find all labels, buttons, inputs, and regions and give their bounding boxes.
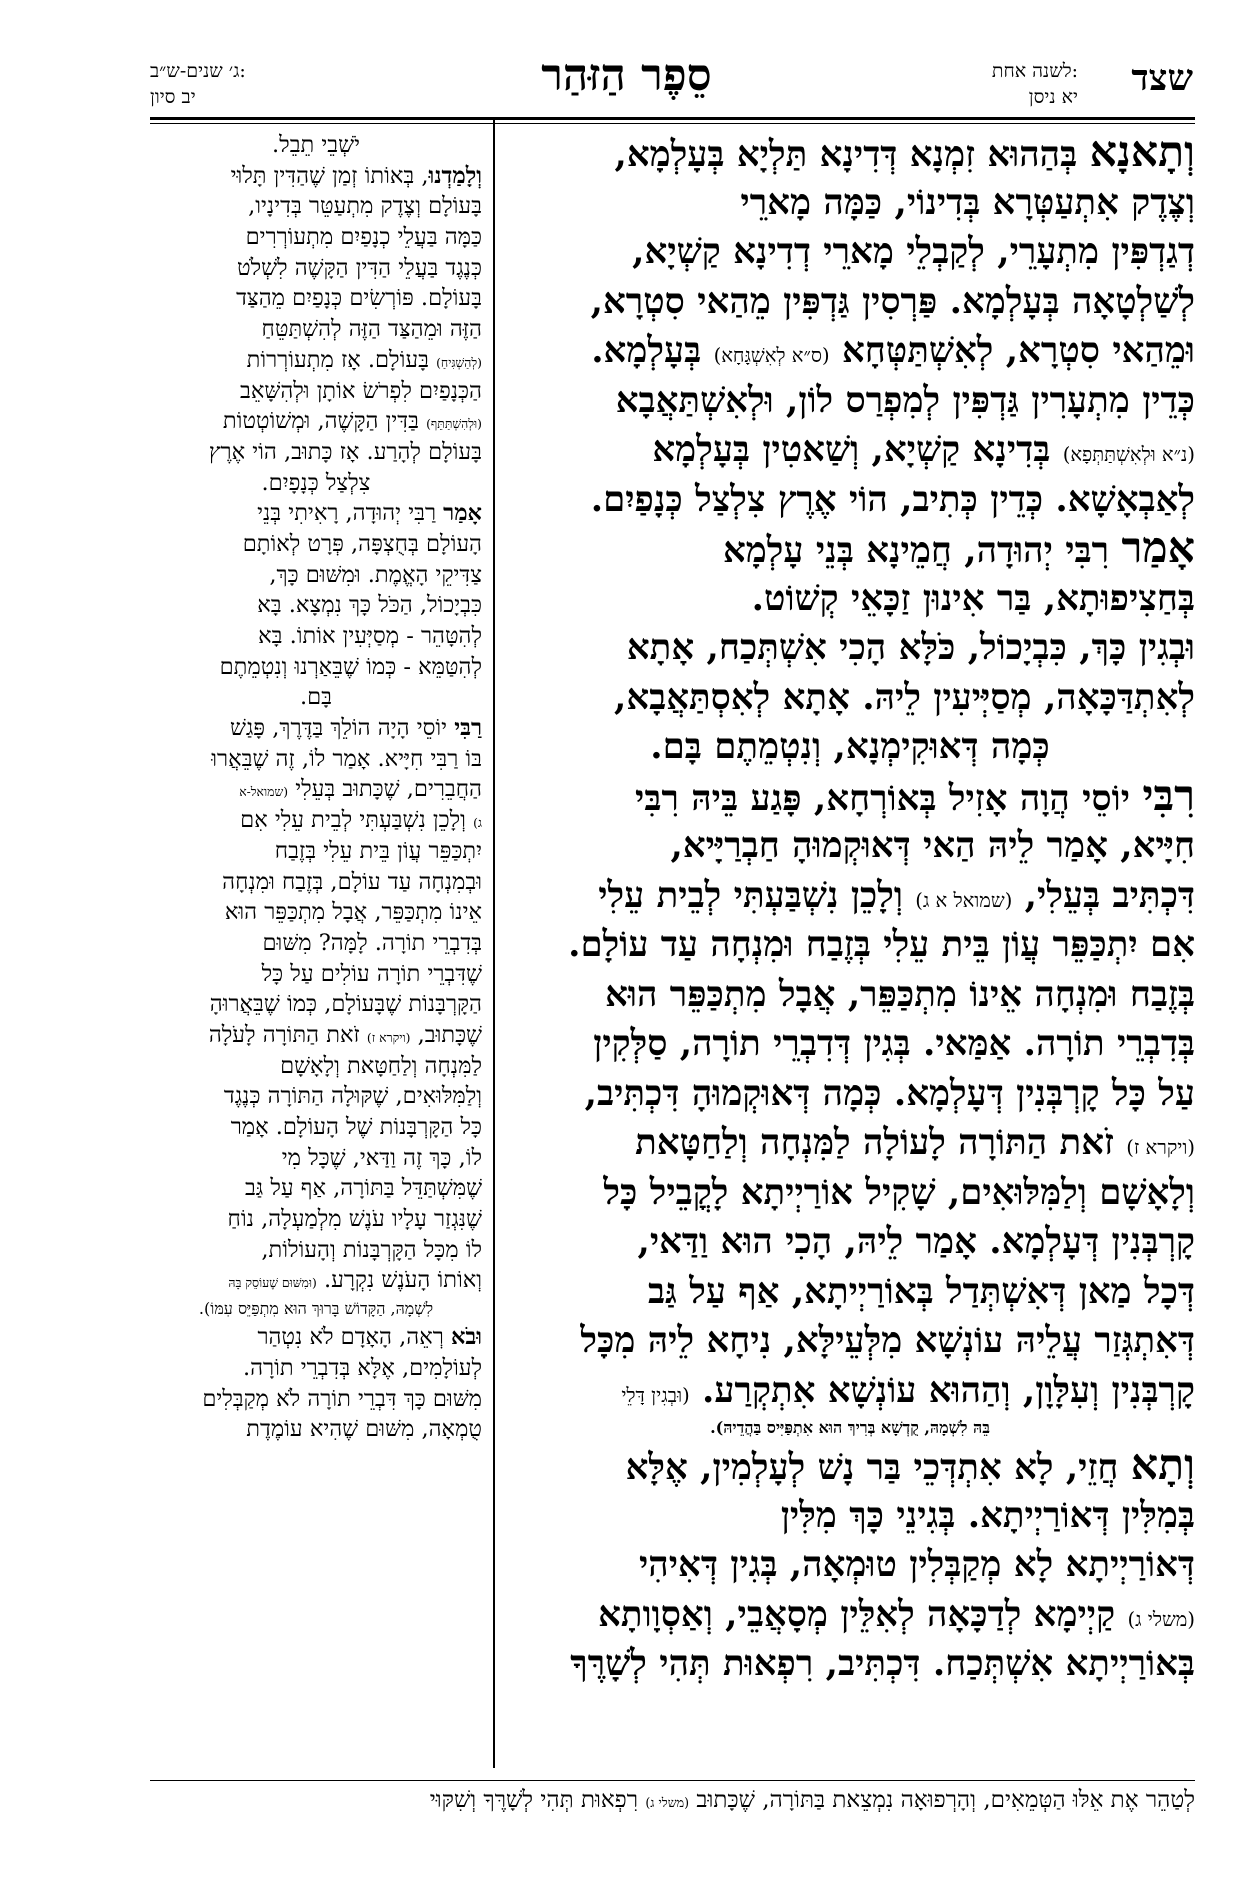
side-line-25: וּבְמִנְחָה עַד עוֹלָם, בְּזֶבַח וּמִנְחָה	[222, 868, 482, 895]
main-line-9: אָמַר רִבִּי יְהוּדָה, חֲמֵינָא בְּנֵי עָלְמָא	[722, 524, 1195, 573]
footer-continuation-line: לְטַהֵר אֶת אֵלּוּ הַטְּמֵאִים, וְהָרְפוּאָה נִמְצֵאת בַּתּוֹרָה, שֶׁכָּתוּב (משלי ג) רִפְאוּת תְּהִי לְשָׁרֶּךָ וְשִׁקּוּי	[150, 1780, 1195, 1818]
side-line-8: (לְהַשְׁגִּיחַ) בָּעוֹלָם. אָז מִתְעוֹרְרוֹת	[246, 346, 482, 373]
side-line-20: רַבִּי יוֹסֵי הָיָה הוֹלֵךְ בַּדֶּרֶךְ, פָּגַשׁ	[229, 715, 482, 742]
side-line-6: בָּעוֹלָם. פּוֹרְשִׂים כְּנָפַיִם מֵהַצַּד	[236, 285, 482, 312]
side-line-30: שֶׁכָּתוּב, (ויקרא ז) זֹאת הַתּוֹרָה לָעֹלָה	[208, 1021, 482, 1048]
side-line-14: הָעוֹלָם בְּחֻצְפָּה, פְּרָט לְאוֹתָם	[242, 530, 482, 557]
side-line-9: הַכְּנָפַיִם לִפְרֹשׂ אוֹתָן וּלְהִשָּׁאֵב	[240, 377, 482, 404]
side-line-35: שֶׁמִּשְׁתַּדֵּל בַּתּוֹרָה, אַף עַל גַּב	[244, 1175, 482, 1202]
header-left-line1: ג׳ שנים-ש״ב:	[150, 60, 246, 82]
side-line-10: (וּלְהִשְׁתַּתֵּף) בַּדִּין הַקָּשֶׁה, וּמְשׁוֹטְטוֹת	[222, 408, 482, 435]
side-line-17: לְהִטָּהֵר - מְסַיְּעִין אוֹתוֹ. בָּא	[258, 623, 482, 649]
side-line-36: שֶׁנִּגְזַר עָלָיו עֹנֶשׁ מִלְמַעְלָה, נוֹחַ	[227, 1206, 482, 1233]
column-divider	[493, 118, 495, 1768]
main-line-29: בְּמִלִּין דְּאוֹרַיְיתָא. בְּגִינֵי כָּךְ מִלִּין	[780, 1494, 1195, 1536]
side-line-26: אֵינוֹ מִתְכַּפֵּר, אֲבָל מִתְכַּפֵּר הוּא	[224, 899, 482, 926]
header-right-line2: יא ניסן	[1028, 86, 1078, 108]
main-line-26: קָרְבְּנִין וְעִלָּוָן, וְהַהוּא עוֹנְשָׁא אִתְקְרַע. (וּבְגִין דָּלֵי	[621, 1369, 1195, 1411]
main-line-28: וְתָא חֲזֵי, לָא אִתְדְּכֵי בַּר נָשׁ לְעָלְמִין, אֶלָּא	[625, 1441, 1195, 1490]
side-line-40: וּבֹא רְאֵה, הָאָדָם לֹא נִטְהַר	[257, 1324, 482, 1351]
main-line-17: אִם יִתְכַּפֵּר עֲוֹן בֵּית עֵלִי בְּזֶבַח וּמִנְחָה עַד עוֹלָם.	[568, 924, 1195, 965]
side-line-31: לַמִּנְחָה וְלַחַטָּאת וְלָאָשָׁם	[280, 1052, 482, 1079]
side-line-21: בּוֹ רַבִּי חִיָּיא. אָמַר לוֹ, זֶה שֶׁבֵּאֲרוּ	[211, 745, 482, 772]
side-line-13: אָמַר רַבִּי יְהוּדָה, רָאִיתִי בְּנֵי	[257, 500, 482, 527]
main-line-7: (נ״א וּלְאִשְׁתַּתְּפָא) בְּדִינָא קַשְׁיָא, וְשַׁאטִין בְּעָלְמָא	[652, 429, 1195, 470]
main-line-19: בְּדִבְרֵי תוֹרָה. אַמַּאי. בְּגִין דְּדִבְרֵי תוֹרָה, סַלְּקִין	[593, 1023, 1195, 1064]
side-line-7: הַזֶּה וּמֵהַצַּד הַזֶּה לְהִשְׁתַּטֵּחַ	[261, 316, 482, 343]
side-line-4: כַּמָּה בַּעֲלֵי כְנָפַיִם מִתְעוֹרְרִים	[245, 224, 482, 251]
main-line-14: רִבִּי יוֹסֵי הֲוָה אָזִיל בְּאוֹרְחָא, פָּגַע בֵּיהּ רִבִּי	[635, 771, 1195, 821]
main-line-27: בֵּהּ לִשְׁמָהּ, קֻדְשָׁא בְּרִיךְ הוּא אִתְפַּיִּיס בַּהֲדֵיהּ).	[710, 1418, 990, 1437]
header-rule	[150, 117, 1195, 120]
book-title: סֵפֶר הַזּהַר	[541, 50, 712, 101]
side-line-41: לְעוֹלָמִים, אֶלָּא בְּדִבְרֵי תוֹרָה.	[242, 1354, 482, 1381]
main-line-32: בְּאוֹרַיְיתָא אִשְׁתְּכַח. דִּכְתִּיב, רִפְאוּת תְּהִי לְשָׁרֶּךָ	[570, 1643, 1195, 1684]
side-line-1: יֹשְׁבֵי תֵבֵל.	[272, 132, 360, 158]
side-line-28: שֶׁדִּבְרֵי תוֹרָה עוֹלִים עַל כָּל	[261, 960, 482, 987]
main-line-11: וּבְגִין כָּךְ, כִּבְיָכוֹל, כֹּלָּא הָכִי אִשְׁתְּכַח, אָתָא	[626, 627, 1195, 668]
header-rule-thin	[150, 123, 1195, 124]
main-line-25: דְּאִתְגְּזַר עֲלֵיהּ עוֹנְשָׁא מִלְּעֵילָּא, נִיחָא לֵיהּ מִכָּל	[580, 1320, 1195, 1361]
side-line-33: כָּל הַקָּרְבָּנוֹת שֶׁל הָעוֹלָם. אָמַר	[230, 1114, 482, 1140]
main-line-3: דְגַדְפִּין מִתְעָרֵי, לְקַבְלֵי מָארֵי דְדִינָא קַשְׁיָא,	[632, 231, 1195, 272]
side-line-39: לִשְׁמָהּ, הַקָּדוֹשׁ בָּרוּךְ הוּא מִתְפַּיֵּס עִמּוֹ).	[198, 1299, 434, 1319]
hebrew-translation-column	[150, 130, 482, 1445]
side-line-3: בָּעוֹלָם וְצֶדֶק מִתְעַטֵּר בְּדִינָיו,	[248, 193, 482, 220]
side-line-11: בָּעוֹלָם לְהָרַע. אָז כָּתוּב, הוֹי אֶרֶץ	[208, 438, 482, 465]
main-line-8: לְאַבְאָשָׁא. כְּדֵין כְּתִיב, הוֹי אֶרֶץ צִלְצַל כְּנָפַיִם.	[590, 478, 1195, 520]
aramaic-main-column	[505, 128, 1195, 1689]
main-line-30: דְּאוֹרַיְיתָא לָא מְקַבְּלִין טוּמְאָה, בְּגִין דְּאִיהִי	[639, 1544, 1195, 1585]
main-line-24: דְּכָל מַאן דְּאִשְׁתְּדַל בְּאוֹרַיְיתָא, אַף עַל גַּב	[648, 1270, 1195, 1312]
main-line-12: לְאִתְדַּכָּאָה, מְסַיְּיעִין לֵיהּ. אָתָא לְאִסְתַּאֲבָא,	[613, 676, 1195, 718]
side-line-43: טֻמְאָה, מִשּׁוּם שֶׁהִיא עוֹמֶדֶת	[246, 1416, 482, 1443]
page-number: שצד	[1131, 57, 1193, 99]
side-line-42: מִשּׁוּם כָּךְ דִּבְרֵי תוֹרָה לֹא מְקַבְּלִים	[202, 1385, 482, 1412]
side-line-2: וְלָמַדְנוּ, בְּאוֹתוֹ זְמַן שֶׁהַדִּין תָּלוּי	[230, 162, 482, 189]
header-left-line2: יב סיון	[150, 86, 196, 108]
side-line-5: כְּנֶגֶד בַּעֲלֵי הַדִּין הַקָּשֶׁה לִשְׁלֹט	[237, 254, 482, 281]
main-line-2: וְצֶדֶק אִתְעַטְּרָא בְּדִינוֹי, כַּמָּה מָארֵי	[740, 181, 1195, 223]
side-line-37: לוֹ מִכָּל הַקָּרְבָּנוֹת וְהָעוֹלוֹת,	[261, 1236, 482, 1263]
side-line-15: צַדִּיקֵי הָאֱמֶת. וּמִשּׁוּם כָּךְ,	[269, 561, 482, 588]
main-line-21: (ויקרא ז) זֹאת הַתּוֹרָה לָעוֹלָה לַמִּנְחָה וְלַחַטָּאת	[635, 1122, 1195, 1163]
side-line-19: בָּם.	[299, 684, 333, 711]
side-line-16: כִּבְיָכוֹל, הַכֹּל כָּךְ נִמְצָא. בָּא	[257, 592, 482, 619]
main-line-15: חִיָּיא, אָמַר לֵיהּ הַאי דְּאוּקְמוּהָ חַבְרַיָּיא,	[670, 825, 1195, 866]
main-line-10: בְּחַצִיפוּתָא, בַּר אִינוּן זַכָּאֵי קְשׁוֹט.	[751, 577, 1195, 619]
main-line-6: כְּדֵין מִתְעָרִין גַּדְפִּין לְמִפְרַס לוֹן, וּלְאִשְׁתַּאֲבָא	[615, 379, 1195, 421]
side-line-38: וְאוֹתוֹ הָעֹנֶשׁ נִקְרָע. (וּמִשּׁוּם שֶׁעוֹסֵק בָּהּ	[228, 1267, 482, 1294]
main-line-20: עַל כָּל קָרְבְּנִין דְּעָלְמָא. כְּמָה דְּאוּקְמוּהָ דִּכְתִּיב,	[584, 1072, 1195, 1114]
main-line-1: וְתָאנָא בְּהַהוּא זִמְנָא דְּדִינָא תַּלְיָא בְּעָלְמָא,	[614, 128, 1195, 177]
side-line-12: צִלְצַל כְּנָפָיִם.	[261, 469, 371, 496]
main-line-31: (משלי ג) קַיְימָא לְדַכָּאָה לְאִלֵּין מְסָאֲבֵי, וְאַסְוָותָא	[598, 1593, 1195, 1635]
main-line-5: וּמֵהַאי סִטְרָא, לְאִשְׁתַּטְּחָא (ס״א לְאִשְׁגָּחָא) בְּעָלְמָא.	[591, 330, 1195, 371]
main-line-23: קָרְבְּנִין דְּעָלְמָא. אָמַר לֵיהּ, הָכִי הוּא וַדַּאי,	[637, 1221, 1195, 1262]
header-right-line1: לשנה אחת:	[991, 60, 1078, 82]
side-line-29: הַקָּרְבָּנוֹת שֶׁבָּעוֹלָם, כְּמוֹ שֶׁבֵּאֲרוּהָ	[209, 991, 482, 1018]
side-line-24: יִתְכַּפֵּר עֲוֹן בֵּית עֵלִי בְּזֶבַח	[274, 837, 482, 864]
side-line-22: הַחֲבֵרִים, שֶׁכָּתוּב בְּעֵלִי (שמואל-א	[239, 776, 482, 803]
main-line-13: כְּמָה דְּאוּקִימְנָא, וְנִטְמֵתֶם בָּם.	[650, 726, 1050, 767]
main-line-4: לְשַׁלְטָאָה בְּעָלְמָא. פַּרְסִין גַּדְפִּין מֵהַאי סִטְרָא,	[590, 280, 1195, 322]
side-line-34: לוֹ, כָּךְ זֶה וַדַּאי, שֶׁכָּל מִי	[281, 1144, 482, 1171]
main-line-18: בְּזֶבַח וּמִנְחָה אֵינוֹ מִתְכַּפֵּר, אֲבָל מִתְכַּפֵּר הוּא	[605, 973, 1195, 1015]
side-line-32: וְלַמִּלּוּאִים, שֶׁקּוּלָה הַתּוֹרָה כְּנֶגֶד	[223, 1083, 482, 1110]
side-line-18: לְהִטַּמֵּא - כְּמוֹ שֶׁבֵּאַרְנוּ וְנִטְמֵתֶם	[219, 653, 482, 680]
main-line-22: וְלָאָשָׁם וְלַמִּלּוּאִים, שָׁקִיל אוֹרַיְיתָא לָקֳבֵיל כָּל	[603, 1171, 1195, 1213]
side-line-23: ג) וְלָכֵן נִשְׁבַּעְתִּי לְבֵית עֵלִי אִם	[240, 807, 482, 834]
side-line-27: בְּדִבְרֵי תוֹרָה. לָמָּה? מִשּׁוּם	[262, 929, 482, 956]
main-line-16: דִּכְתִּיב בְּעֵלִי, (שמואל א ג) וְלָכֵן נִשְׁבַּעְתִּי לְבֵית עֵלִי	[598, 874, 1195, 916]
